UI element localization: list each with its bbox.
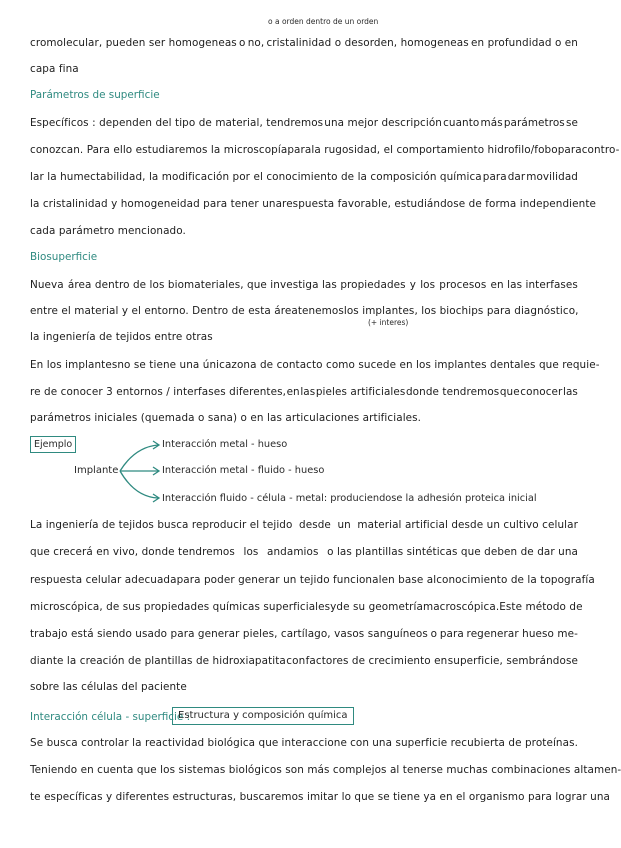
- text-fragment: respuesta celular adecuada: [30, 574, 177, 586]
- text-fragment: conocer: [520, 386, 563, 398]
- text-fragment: y: [330, 601, 337, 613]
- text-fragment: entre el material y el entorno. Dentro de esta área: [30, 305, 298, 317]
- text-line-2: capa fina: [30, 63, 79, 75]
- text-fragment: cuanto: [443, 117, 480, 129]
- example-label-box: Ejemplo: [30, 436, 76, 453]
- text-fragment: microscópica, de sus propiedades químicas superficiales: [30, 601, 331, 613]
- text-fragment: de su geometría: [336, 601, 423, 613]
- heading-parametros-superficie: Parámetros de superficie: [30, 89, 160, 101]
- text-fragment: que crecerá en vivo, donde tendremos: [30, 546, 235, 558]
- text-fragment: cristalinidad o desorden, homogeneas: [266, 37, 469, 49]
- text-fragment: en base al: [381, 574, 437, 586]
- text-fragment: en: [286, 386, 300, 398]
- text-fragment: para poder generar un tejido funcional: [176, 574, 382, 586]
- text-fragment: diante la creación de plantillas de hidroxiapatita: [30, 655, 286, 667]
- diagram-branch-3: Interacción fluido - célula - metal: produciendose la adhesión proteica inicial: [162, 493, 537, 504]
- text-fragment: procesos: [439, 279, 487, 291]
- text-fragment: para: [439, 628, 464, 640]
- text-fragment: en las interfases: [490, 279, 578, 291]
- text-fragment: un: [337, 519, 351, 531]
- text-fragment: Nueva: [30, 279, 64, 291]
- text-fragment: Este método de: [499, 601, 583, 613]
- diagram-branch-2: Interacción metal - fluido - hueso: [162, 465, 325, 476]
- text-fragment: te específicas y diferentes estructuras, buscaremos imitar lo que se tiene ya en el organismo para lograr una: [30, 791, 611, 803]
- text-fragment: andamios: [267, 546, 319, 558]
- annotation-orden: o a orden dentro de un orden: [268, 17, 379, 26]
- text-fragment: La ingeniería de tejidos busca reproducir el tejido: [30, 519, 293, 531]
- heading-interaccion-celula-superficie: Interacción célula - superficie :: [30, 711, 191, 723]
- diagram-root-implante: Implante: [74, 465, 119, 476]
- text-line: [30, 736, 578, 750]
- text-fragment: cromolecular, pueden ser homogeneas: [30, 37, 237, 49]
- text-fragment: más: [480, 117, 503, 129]
- text-fragment: trabajo está siendo usado para generar pieles, cartílago, vasos sanguíneos: [30, 628, 428, 640]
- text-fragment: conozcan. Para ello estudiaremos la microscopía: [30, 144, 288, 156]
- text-fragment: o las plantillas sintéticas que deben de dar una: [327, 546, 578, 558]
- heading-biosuperficie: Biosuperficie: [30, 251, 98, 263]
- text-fragment: desde: [299, 519, 331, 531]
- text-fragment: que: [499, 386, 520, 398]
- text-fragment: la rugosidad, el comportamiento hidrofilo/fobo: [311, 144, 558, 156]
- text-fragment: o: [430, 628, 438, 640]
- text-fragment: interaccione: [281, 737, 347, 749]
- text-fragment: contro-: [581, 144, 620, 156]
- text-fragment: Se busca controlar la reactividad biológica que: [30, 737, 279, 749]
- text-fragment: regenerar hueso me-: [466, 628, 578, 640]
- text-line: [30, 573, 595, 587]
- text-fragment: pieles artificiales: [315, 386, 406, 398]
- arrow-branch-1: [120, 445, 158, 471]
- text-fragment: superficie, sembrándose: [447, 655, 578, 667]
- text-fragment: o: [239, 37, 246, 49]
- text-fragment: área dentro de los biomateriales, que investiga las propiedades: [67, 279, 406, 291]
- text-line-p1-last: cada parámetro mencionado.: [30, 225, 186, 237]
- text-fragment: lar la humectabilidad, la modificación por el conocimiento de la composición química: [30, 171, 482, 183]
- text-line: [30, 654, 578, 668]
- arrow-branch-3: [120, 471, 158, 498]
- interaccion-box: Estructura y composición química: [172, 707, 354, 725]
- text-fragment: con: [286, 655, 306, 667]
- text-fragment: la cristalinidad y homogeneidad para tener una: [30, 198, 283, 210]
- text-fragment: no,: [247, 37, 265, 49]
- text-fragment: se: [565, 117, 578, 129]
- text-fragment: las: [300, 386, 316, 398]
- text-fragment: conocimiento de la topografía: [436, 574, 595, 586]
- text-line-p3-last: parámetros iniciales (quemada o sana) o en las articulaciones artificiales.: [30, 412, 422, 424]
- text-line: [30, 627, 578, 641]
- text-fragment: una superficie recubierta de proteínas.: [372, 737, 578, 749]
- annotation-interes: (+ interes): [368, 318, 409, 327]
- text-line: [30, 790, 611, 804]
- text-fragment: una mejor descripción: [324, 117, 442, 129]
- text-fragment: dar: [507, 171, 526, 183]
- text-line: [30, 600, 583, 614]
- text-fragment: no se tiene una única: [117, 359, 232, 371]
- text-fragment: los: [420, 279, 436, 291]
- text-fragment: para: [557, 144, 582, 156]
- text-fragment: zona de contacto como sucede en los implantes dentales que requie-: [231, 359, 600, 371]
- text-fragment: y: [409, 279, 417, 291]
- text-fragment: En los implantes: [30, 359, 118, 371]
- text-line-p2-last: la ingeniería de tejidos entre otras: [30, 331, 213, 343]
- text-fragment: factores de crecimiento en: [305, 655, 448, 667]
- text-fragment: los implantes, los biochips para diagnóstico,: [343, 305, 579, 317]
- text-fragment: con: [350, 737, 370, 749]
- text-fragment: movilidad: [526, 171, 578, 183]
- diagram-branch-1: Interacción metal - hueso: [162, 439, 288, 450]
- text-fragment: respuesta favorable, estudiándose de forma independiente: [282, 198, 596, 210]
- text-fragment: tenemos: [297, 305, 344, 317]
- text-fragment: Específicos : dependen del tipo de material, tendremos: [30, 117, 324, 129]
- text-fragment: parámetros: [503, 117, 565, 129]
- text-line: [30, 545, 578, 559]
- text-fragment: para: [287, 144, 312, 156]
- text-line: [30, 763, 621, 777]
- text-fragment: los: [243, 546, 259, 558]
- text-fragment: macroscópica.: [422, 601, 500, 613]
- text-fragment: en profundidad o en: [471, 37, 578, 49]
- text-fragment: donde tendremos: [405, 386, 500, 398]
- text-fragment: Teniendo en cuenta que los sistemas biológicos son más complejos al tenerse muchas combinaciones altamen-: [30, 764, 621, 776]
- text-fragment: re de conocer 3 entornos / interfases diferentes,: [30, 386, 286, 398]
- text-fragment: material artificial desde un cultivo celular: [357, 519, 578, 531]
- text-line: [30, 518, 578, 532]
- text-fragment: las: [562, 386, 578, 398]
- text-line-p4-last: sobre las células del paciente: [30, 681, 187, 693]
- text-fragment: para: [482, 171, 507, 183]
